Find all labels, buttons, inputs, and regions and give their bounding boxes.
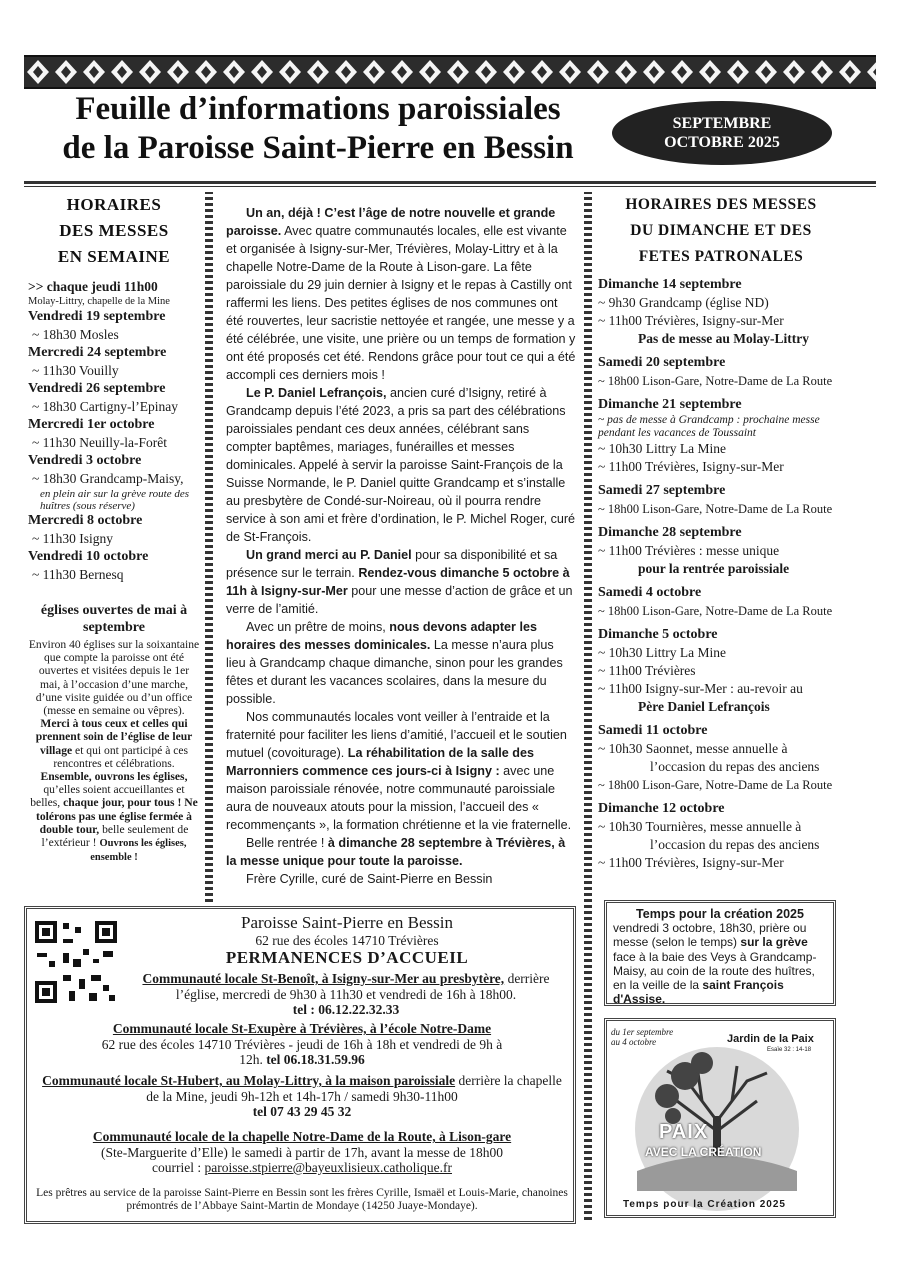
weekday-mass-place: ~ 11h30 Bernesq <box>32 567 124 582</box>
sunday-mass-line: ~ 11h00 Trévières, Isigny-sur-Mer <box>598 313 784 328</box>
decorative-band <box>24 55 876 89</box>
weekday-mass-item <box>28 548 200 584</box>
weekday-mass-day: Vendredi 3 octobre <box>28 453 142 468</box>
sunday-list <box>598 276 844 872</box>
column-divider-right <box>584 192 592 1220</box>
editorial-p6: Belle rentrée ! à dimanche 28 septembre à Trévières, à la messe unique pour toute la paroisse. <box>226 836 566 868</box>
diamond-pattern <box>24 57 876 87</box>
sunday-mass-line: ~ 10h30 Tournières, messe annuelle à <box>598 819 802 834</box>
parish-name: Paroisse Saint-Pierre en Bessin <box>241 913 453 932</box>
weekday-list <box>28 308 200 584</box>
sunday-mass-day: Samedi 4 octobre <box>598 585 702 600</box>
period-line-2: OCTOBRE 2025 <box>664 134 780 151</box>
header-divider <box>24 181 876 184</box>
sunday-mass-line: ~ 10h30 Littry La Mine <box>598 645 727 660</box>
weekday-mass-item <box>28 416 200 452</box>
weekday-mass-place: ~ 18h30 Cartigny-l’Epinay <box>32 399 179 414</box>
sunday-mass-line: l’occasion du repas des anciens <box>650 837 820 852</box>
sunday-mass-line: Père Daniel Lefrançois <box>638 699 770 714</box>
editorial-p4: Avec un prêtre de moins, nous devons adapter les horaires des messes dominicales. La messe n’aura plus lieu à Grandcamp chaque dimanche, sinon pour les grandes fêtes et durant les vacances scolaires, dans la mesure du possible. <box>226 620 563 706</box>
community-4: Communauté locale de la chapelle Notre-Dame de la Route, à Lison-gare (Ste-Marguerite d’Elle) le samedi à partir de 17h, avant la messe de 18h00 courriel : paroisse.stpierre@bayeuxlisieux.catholique.fr <box>92 1129 512 1175</box>
weekday-mass-day: Mercredi 8 octobre <box>28 513 143 528</box>
weekday-mass-day: Vendredi 10 octobre <box>28 549 149 564</box>
sunday-mass-day: Dimanche 28 septembre <box>598 525 742 540</box>
weekday-masses <box>28 192 200 864</box>
editorial-p5: Nos communautés locales vont veiller à l’entraide et la fraternité pour faciliter les liens d’amitié, l’accueil et le soutien mutuel (covoiturage). La réhabilitation de la salle des Marronniers commence ces jours-ci à Isigny : avec une maison paroissiale rénovée, notre communauté paroissiale aura de nouveaux atouts pour la mission, l’accueil des « recommençants », la formation chrétienne et la vie fraternelle. <box>226 710 572 832</box>
sunday-mass-line: Pas de messe au Molay-Littry <box>638 331 809 346</box>
poster-avec: AVEC LA CRÉATION <box>645 1145 762 1159</box>
sunday-mass-line: ~ 11h00 Trévières : messe unique <box>598 543 780 558</box>
weekday-mass-day: Vendredi 26 septembre <box>28 381 166 396</box>
weekday-heading: HORAIRES DES MESSES EN SEMAINE <box>57 195 171 266</box>
poster-footer: Temps pour la Création 2025 <box>623 1199 786 1210</box>
weekday-mass-place: ~ 11h30 Isigny <box>32 531 114 546</box>
column-divider-left <box>205 192 213 902</box>
sunday-mass-item <box>598 396 844 476</box>
sunday-mass-day: Samedi 11 octobre <box>598 723 708 738</box>
sunday-mass-item <box>598 524 844 578</box>
sunday-mass-item <box>598 276 844 348</box>
weekday-mass-day: Mercredi 24 septembre <box>28 345 167 360</box>
weekday-mass-note: en plein air sur la grève route des huîtres (sous réserve) <box>40 488 189 512</box>
weekday-mass-item <box>28 512 200 548</box>
poster-reference: Esaïe 32 : 14-18 <box>767 1047 812 1053</box>
weekday-mass-day: Vendredi 19 septembre <box>28 309 166 324</box>
contacts-box <box>24 906 576 1224</box>
sunday-mass-line: ~ 18h00 Lison-Gare, Notre-Dame de La Route <box>598 604 833 618</box>
community-3: Communauté locale St-Hubert, au Molay-Littry, à la maison paroissiale derrière la chapelle de la Mine, jeudi 9h-12h et 14h-17h / samedi 9h30-11h00 tel 07 43 29 45 32 <box>42 1073 562 1119</box>
community-2: Communauté locale St-Exupère à Trévières, à l’école Notre-Dame 62 rue des écoles 14710 Trévières - jeudi de 16h à 18h et vendredi de 9h à 12h. tel 06.18.31.59.96 <box>101 1021 503 1067</box>
sunday-mass-day: Dimanche 12 octobre <box>598 801 725 816</box>
sunday-mass-line: ~ 11h00 Trévières, Isigny-sur-Mer <box>598 855 784 870</box>
editorial-signature: Frère Cyrille, curé de Saint-Pierre en Bessin <box>246 872 493 886</box>
title-line-1: Feuille d’informations paroissiales <box>75 91 561 127</box>
sunday-mass-line: ~ pas de messe à Grandcamp : prochaine messe pendant les vacances de Toussaint <box>598 414 820 439</box>
sunday-mass-day: Dimanche 5 octobre <box>598 627 718 642</box>
period-badge <box>612 101 832 165</box>
sunday-masses <box>598 192 844 872</box>
weekday-mass-item <box>28 344 200 380</box>
sunday-mass-line: ~ 18h00 Lison-Gare, Notre-Dame de La Route <box>598 778 833 792</box>
weekday-mass-place: ~ 18h30 Mosles <box>32 327 119 342</box>
sunday-mass-line: ~ 18h00 Lison-Gare, Notre-Dame de La Route <box>598 374 833 388</box>
open-churches <box>28 602 200 864</box>
sunday-mass-item <box>598 626 844 716</box>
weekday-mass-item <box>28 308 200 344</box>
sunday-mass-line: l’occasion du repas des anciens <box>650 759 820 774</box>
community-1: Communauté locale St-Benoît, à Isigny-sur-Mer au presbytère, derrière l’église, mercredi de 9h30 à 11h30 et vendredi de 16h à 18h00. tel : 06.12.22.32.33 <box>142 971 550 1017</box>
editorial-p3: Un grand merci au P. Daniel pour sa disponibilité et sa présence sur le terrain. Rendez-vous dimanche 5 octobre à 11h à Isigny-sur-Mer pour une messe d’action de grâce et un verre de l’amitié. <box>226 548 573 616</box>
poster-paix: PAIX <box>659 1121 709 1143</box>
sunday-heading: HORAIRES DES MESSES DU DIMANCHE ET DES FETES PATRONALES <box>625 196 817 265</box>
clergy-note: Les prêtres au service de la paroisse Saint-Pierre en Bessin sont les frères Cyrille, Ismaël et Louis-Marie, chanoines prémontrés de l’Abbaye Saint-Martin de Mondaye (14250 Juaye-Mondaye). <box>36 1187 568 1212</box>
sunday-mass-line: ~ 10h30 Littry La Mine <box>598 441 727 456</box>
sunday-mass-item <box>598 354 844 390</box>
weekday-mass-item <box>28 380 200 416</box>
weekday-mass-day: Mercredi 1er octobre <box>28 417 155 432</box>
poster-garden: Jardin de la Paix <box>727 1033 814 1045</box>
parish-info <box>127 913 567 968</box>
editorial-p2: Le P. Daniel Lefrançois, ancien curé d’Isigny, retiré à Grandcamp depuis l’été 2023, a pris sa part des célébrations paroissiales pendant ces deux années, célébrant sans compter baptêmes, mariages, funérailles et messes dominicales. Appelé à servir la paroisse Saint-François de la Suisse Normande, le P. Daniel quitte Grandcamp et s’installe au presbytère de Condé-sur-Noireau, où il pourra rendre service à son ami et frère d’ordination, le P. Michel Roger, curé de St-François. <box>226 386 576 544</box>
sunday-mass-line: ~ 11h00 Isigny-sur-Mer : au-revoir au <box>598 681 803 696</box>
weekday-mass-place: ~ 18h30 Grandcamp-Maisy, <box>32 471 184 486</box>
sunday-mass-day: Samedi 20 septembre <box>598 355 726 370</box>
open-churches-title: églises ouvertes de mai à septembre <box>40 603 188 635</box>
sunday-mass-line: ~ 11h00 Trévières, Isigny-sur-Mer <box>598 459 784 474</box>
parish-address: 62 rue des écoles 14710 Trévières <box>255 933 439 948</box>
sunday-mass-day: Dimanche 21 septembre <box>598 397 742 412</box>
permanences-title: PERMANENCES D’ACCUEIL <box>225 948 469 967</box>
qr-code-icon <box>33 919 119 1005</box>
sunday-mass-line: ~ 9h30 Grandcamp (église ND) <box>598 295 769 310</box>
creation-box: Temps pour la création 2025 vendredi 3 octobre, 18h30, prière ou messe (selon le temps) sur la grève face à la baie des Veys à Grandcamp-Maisy, au coin de la route des huîtres, en la veille de la saint François d'Assise. <box>604 900 836 1006</box>
sunday-mass-line: ~ 10h30 Saonnet, messe annuelle à <box>598 741 788 756</box>
creation-title: Temps pour la création 2025 <box>636 907 804 921</box>
editorial <box>226 204 576 888</box>
period-line-1: SEPTEMBRE <box>672 115 772 132</box>
sunday-mass-line: ~ 11h00 Trévières <box>598 663 696 678</box>
page-title <box>38 90 598 168</box>
sunday-mass-line: ~ 18h00 Lison-Gare, Notre-Dame de La Route <box>598 502 833 516</box>
poster <box>604 1018 836 1218</box>
weekday-mass-place: ~ 11h30 Neuilly-la-Forêt <box>32 435 168 450</box>
sunday-mass-item <box>598 584 844 620</box>
header-divider-thin <box>24 186 876 187</box>
title-line-2: de la Paroisse Saint-Pierre en Bessin <box>62 130 574 166</box>
open-churches-text: Environ 40 églises sur la soixantaine que compte la paroisse ont été ouvertes et visitées depuis le 1er mai, à l’occasion d’une marche, d’une visite guidée ou d’un office (messe en semaine ou vêpres). Merci à tous ceux et celles qui prennent soin de l’église de leur village et qui ont participé à ces rencontres et célébrations. Ensemble, ouvrons les églises, qu’elles soient accueillantes et belles, chaque jour, pour tous ! Ne tolérons pas une église fermée à double tour, belle seulement de l’extérieur ! Ouvrons les églises, ensemble ! <box>28 638 200 864</box>
editorial-p1: Un an, déjà ! C’est l’âge de notre nouvelle et grande paroisse. Avec quatre communautés locales, elle est vivante et organisée à Isigny-sur-Mer, Trévières, Molay-Littry et à la chapelle Notre-Dame de la Route à Lison-gare. La fête paroissiale du 29 juin dernier à Isigny et le repas à Castilly ont raffermi les liens. Des petites églises de nos communes ont été rouvertes, leur sacristie nettoyée et rangée, une messe y a été célébrée, une visite, une prière ou un temps de formation y ont été proposés cet été. Rendons grâce pour tout ce qui a été accompli ces derniers mois ! <box>226 206 576 382</box>
weekday-mass-place: ~ 11h30 Vouilly <box>32 363 119 378</box>
sunday-mass-line: pour la rentrée paroissiale <box>638 561 790 576</box>
sunday-mass-item <box>598 722 844 794</box>
contact-email-link[interactable]: paroisse.stpierre@bayeuxlisieux.catholique.fr <box>204 1160 452 1175</box>
sunday-mass-day: Dimanche 14 septembre <box>598 277 742 292</box>
weekly-mass: >> chaque jeudi 11h00 Molay-Littry, chapelle de la Mine <box>28 279 170 307</box>
weekday-mass-item <box>28 452 200 512</box>
sunday-mass-item <box>598 482 844 518</box>
poster-dates: du 1er septembre au 4 octobre <box>611 1027 674 1047</box>
sunday-mass-day: Samedi 27 septembre <box>598 483 726 498</box>
sunday-mass-item <box>598 800 844 872</box>
